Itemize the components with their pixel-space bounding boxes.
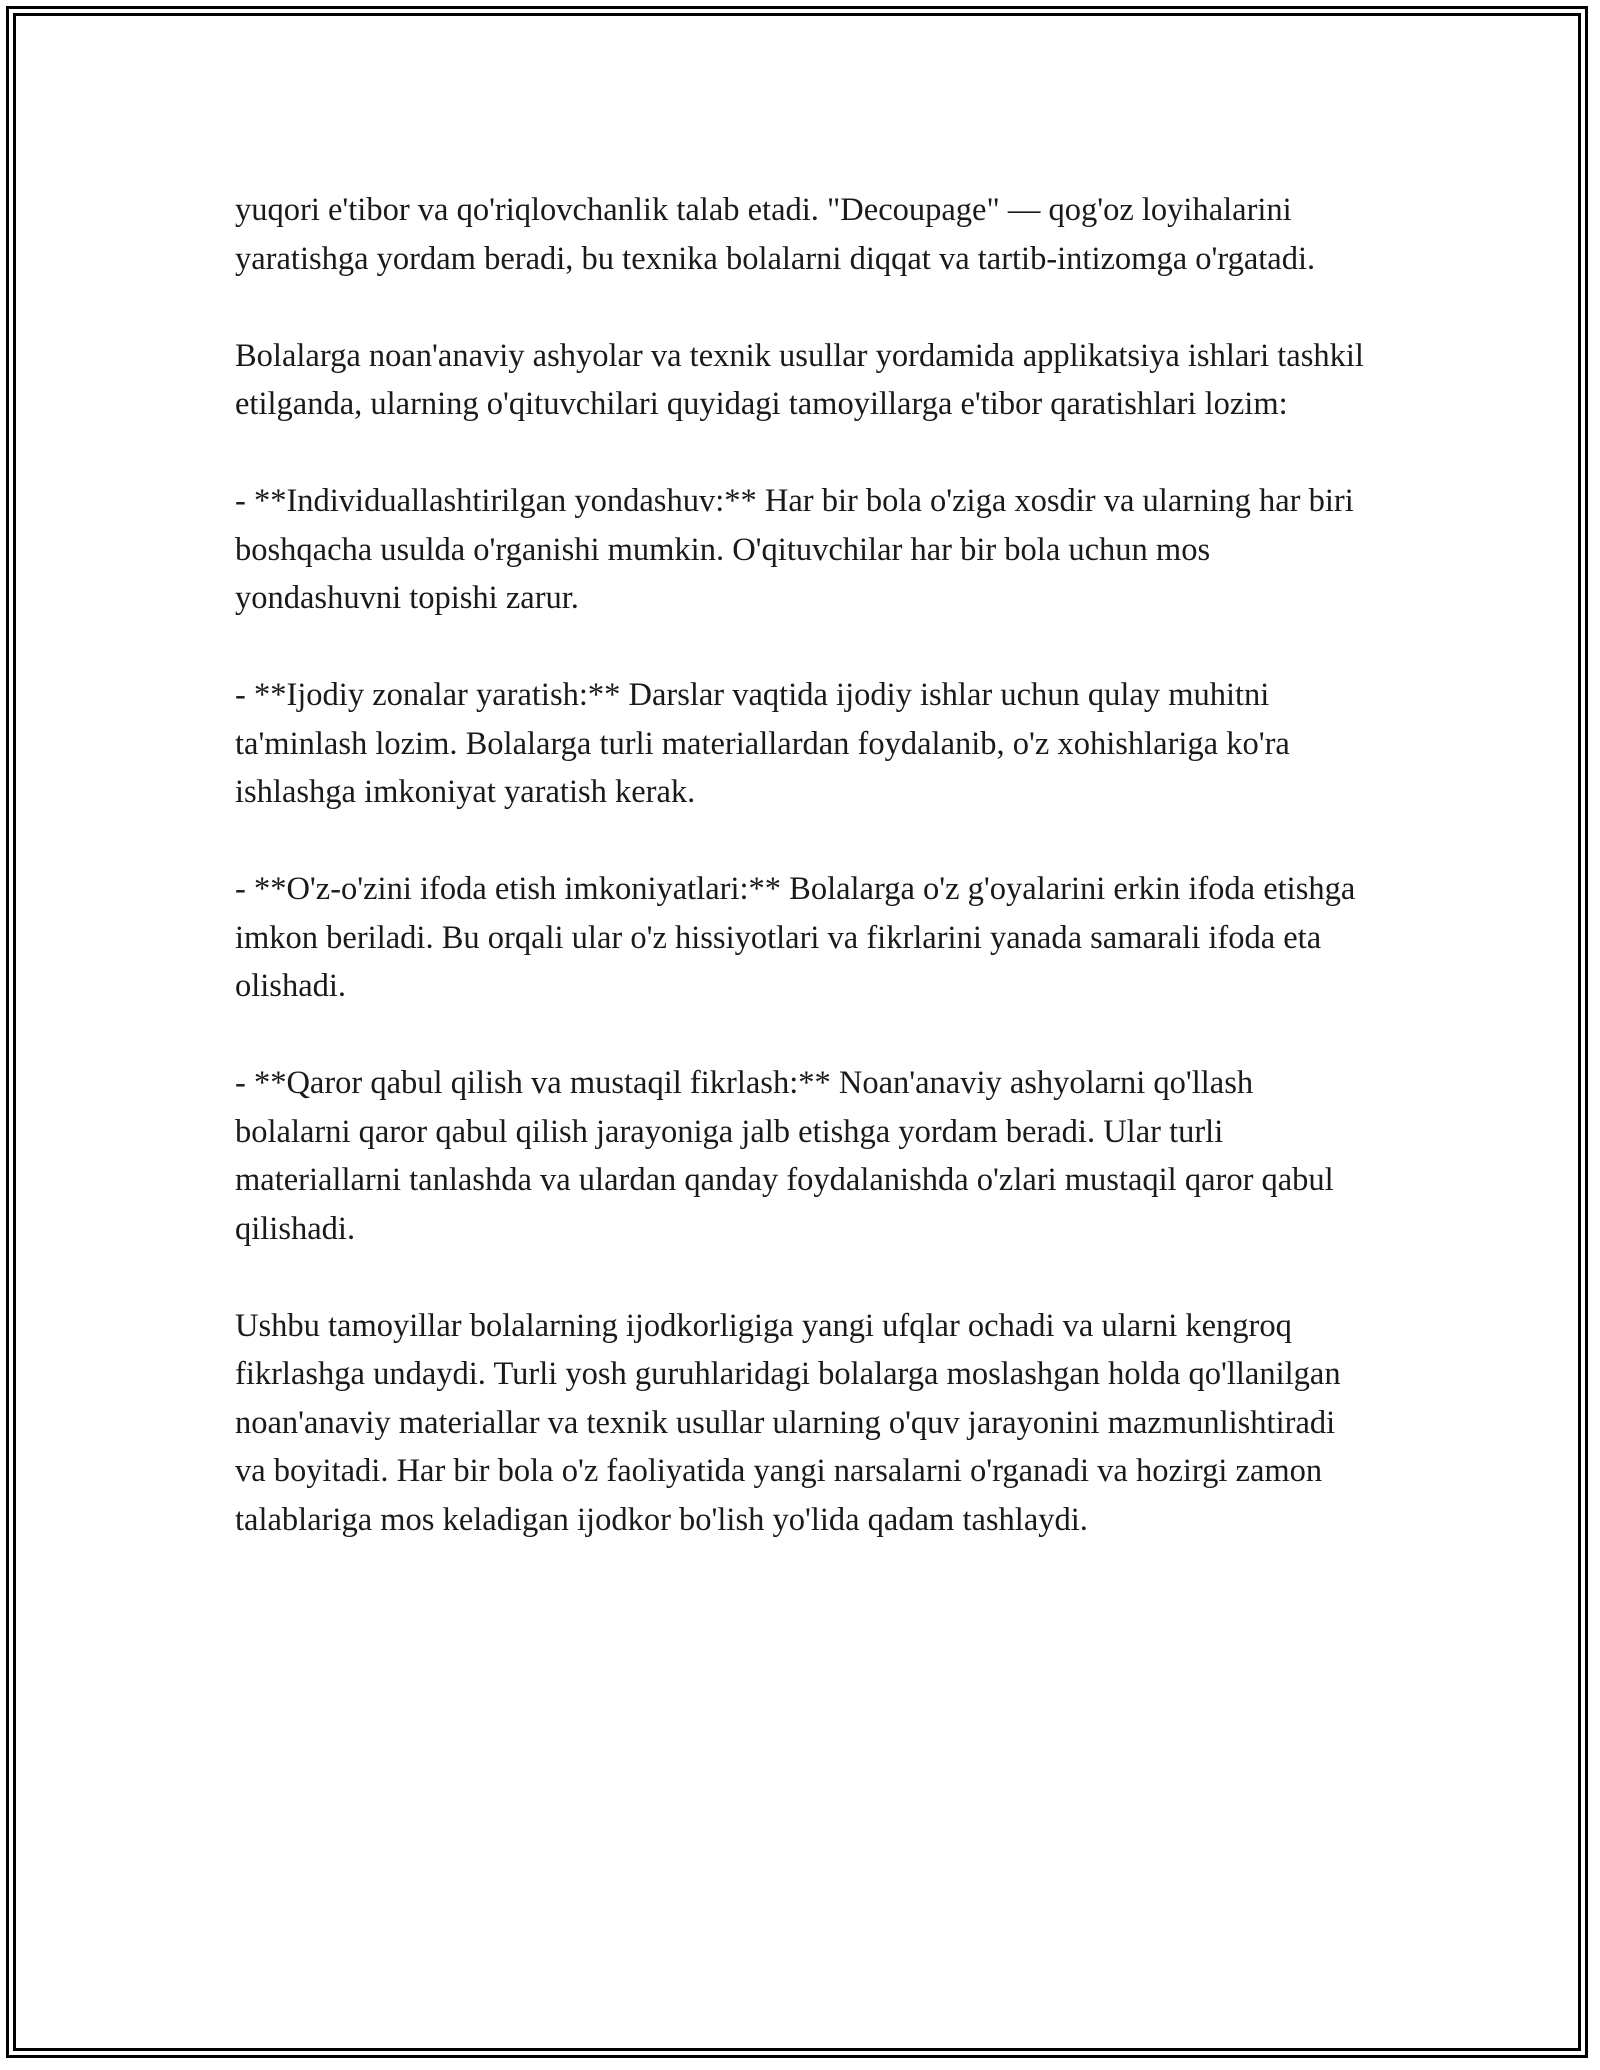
document-body: [235, 186, 1365, 1544]
list-item-individual-approach: - **Individuallashtirilgan yondashuv:** Har bir bola o'ziga xosdir va ularning har biri boshqacha usulda o'rganishi mumkin. O'qituvchilar har bir bola uchun mos yondashuvni topishi zarur.: [235, 483, 1354, 616]
list-item-self-expression: - **O'z-o'zini ifoda etish imkoniyatlari:** Bolalarga o'z g'oyalarini erkin ifoda etishga imkon beriladi. Bu orqali ular o'z hissiyotlari va fikrlarini yanada samarali ifoda eta olishadi.: [235, 871, 1356, 1004]
paragraph-principles-intro: Bolalarga noan'anaviy ashyolar va texnik usullar yordamida applikatsiya ishlari tashkil etilganda, ularning o'qituvchilari quyidagi tamoyillarga e'tibor qaratishlari lozim:: [235, 337, 1364, 422]
paragraph-decoupage: yuqori e'tibor va qo'riqlovchanlik talab etadi. "Decoupage" — qog'oz loyihalarini yaratishga yordam beradi, bu texnika bolalarni diqqat va tartib-intizomga o'rgatadi.: [235, 192, 1316, 277]
list-item-decision-making: - **Qaror qabul qilish va mustaqil fikrlash:** Noan'anaviy ashyolarni qo'llash bolalarni qaror qabul qilish jarayoniga jalb etishga yordam beradi. Ular turli materiallarni tanlashda va ulardan qanday foydalanishda o'zlari mustaqil qaror qabul qilishadi.: [235, 1065, 1334, 1247]
list-item-creative-zones: - **Ijodiy zonalar yaratish:** Darslar vaqtida ijodiy ishlar uchun qulay muhitni ta'minlash lozim. Bolalarga turli materiallardan foydalanib, o'z xohishlariga ko'ra ishlashga imkoniyat yaratish kerak.: [235, 677, 1290, 810]
paragraph-conclusion: Ushbu tamoyillar bolalarning ijodkorligiga yangi ufqlar ochadi va ularni kengroq fikrlashga undaydi. Turli yosh guruhlaridagi bolalarga moslashgan holda qo'llanilgan noan'anaviy materiallar va texnik usullar ularning o'quv jarayonini mazmunlishtiradi va boyitadi. Har bir bola o'z faoliyatida yangi narsalarni o'rganadi va hozirgi zamon talablariga mos keladigan ijodkor bo'lish yo'lida qadam tashlaydi.: [235, 1307, 1341, 1538]
